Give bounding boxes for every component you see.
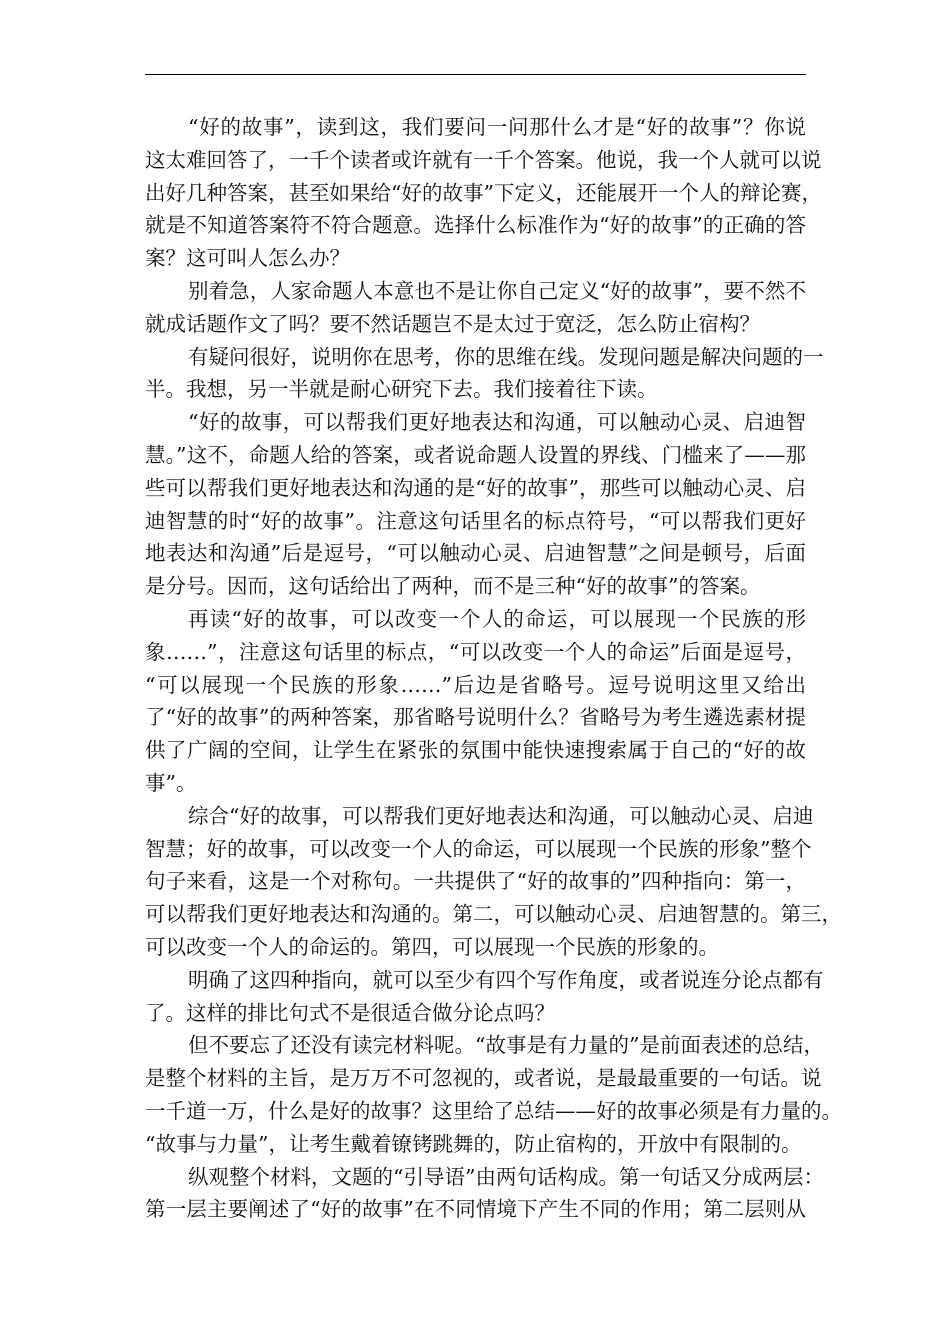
text-line: 地表达和沟通”后是逗号，“可以触动心灵、启迪智慧”之间是顿号，后面	[145, 541, 806, 566]
text-line: 别着急，人家命题人本意也不是让你自己定义“好的故事”，要不然不	[188, 278, 806, 303]
text-line: 慧。”这不，命题人给的答案，或者说命题人设置的界线、门槛来了——那	[145, 442, 806, 467]
text-line: “好的故事，可以帮我们更好地表达和沟通，可以触动心灵、启迪智	[188, 410, 806, 435]
text-line: 纵观整个材料，文题的“引导语”由两句话构成。第一句话又分成两层：	[188, 1164, 824, 1189]
text-line: 供了广阔的空间，让学生在紧张的氛围中能快速搜索属于自己的“好的故	[145, 738, 806, 763]
paragraph	[145, 341, 824, 407]
text-line: 些可以帮我们更好地表达和沟通的是“好的故事”，那些可以触动心灵、启	[145, 475, 806, 500]
document-body	[145, 111, 842, 1226]
paragraph	[145, 1161, 824, 1227]
text-line: 半。我想，另一半就是耐心研究下去。我们接着往下读。	[145, 377, 658, 402]
text-line: “好的故事”，读到这，我们要问一问那什么才是“好的故事”？你说	[188, 115, 806, 139]
text-line: 第一层主要阐述了“好的故事”在不同情境下产生不同的作用；第二层则从	[145, 1197, 806, 1222]
text-line: 出好几种答案，甚至如果给“好的故事”下定义，还能展开一个人的辩论赛，	[145, 180, 822, 205]
text-line: 智慧；好的故事，可以改变一个人的命运，可以展现一个民族的形象”整个	[145, 836, 812, 861]
text-line: 明确了这四种指向，就可以至少有四个写作角度，或者说连分论点都有	[188, 967, 824, 992]
text-line: 这太难回答了，一千个读者或许就有一千个答案。他说，我一个人就可以说	[145, 147, 822, 172]
paragraph	[145, 111, 822, 275]
text-line: “故事与力量”，让考生戴着镣铐跳舞的，防止宿构的，开放中有限制的。	[145, 1131, 802, 1156]
text-line: 了“好的故事”的两种答案，那省略号说明什么？省略号为考生遴选素材提	[145, 705, 806, 730]
paragraph	[145, 964, 824, 1030]
text-line: 但不要忘了还没有读完材料呢。“故事是有力量的”是前面表述的总结，	[188, 1033, 824, 1058]
text-line: 就是不知道答案符不符合题意。选择什么标准作为“好的故事”的正确的答	[145, 213, 806, 238]
text-line: 可以改变一个人的命运的。第四，可以展现一个民族的形象的。	[145, 934, 719, 959]
text-line: 一千道一万，什么是好的故事？这里给了总结——好的故事必须是有力量的。	[145, 1098, 842, 1123]
text-line: 事”。	[145, 770, 197, 795]
paragraph	[145, 800, 842, 964]
text-line: 迪智慧的时“好的故事”。注意这句话里名的标点符号，“可以帮我们更好	[145, 508, 806, 533]
text-line: 案？这可叫人怎么办？	[145, 246, 350, 271]
text-line: 就成话题作文了吗？要不然话题岂不是太过于宽泛，怎么防止宿构？	[145, 311, 760, 336]
text-line: “可以展现一个民族的形象……”后边是省略号。逗号说明这里又给出	[145, 672, 806, 697]
paragraph	[145, 406, 806, 603]
header-rule	[145, 74, 806, 75]
text-line: 有疑问很好，说明你在思考，你的思维在线。发现问题是解决问题的一	[188, 344, 824, 369]
text-line: 综合“好的故事，可以帮我们更好地表达和沟通，可以触动心灵、启迪	[188, 803, 814, 828]
paragraph	[145, 603, 806, 800]
text-line: 可以帮我们更好地表达和沟通的。第二，可以触动心灵、启迪智慧的。第三，	[145, 902, 842, 927]
text-line: 句子来看，这是一个对称句。一共提供了“好的故事的”四种指向：第一，	[145, 869, 806, 894]
text-line: 象……”，注意这句话里的标点，“可以改变一个人的命运”后面是逗号，	[145, 639, 806, 664]
text-line: 是整个材料的主旨，是万万不可忽视的，或者说，是最最重要的一句话。说	[145, 1066, 822, 1091]
paragraph	[145, 1029, 842, 1160]
paragraph	[145, 275, 806, 341]
text-line: 再读“好的故事，可以改变一个人的命运，可以展现一个民族的形	[188, 606, 806, 631]
text-line: 了。这样的排比句式不是很适合做分论点吗？	[145, 1000, 555, 1025]
text-line: 是分号。因而，这句话给出了两种，而不是三种“好的故事”的答案。	[145, 574, 761, 599]
